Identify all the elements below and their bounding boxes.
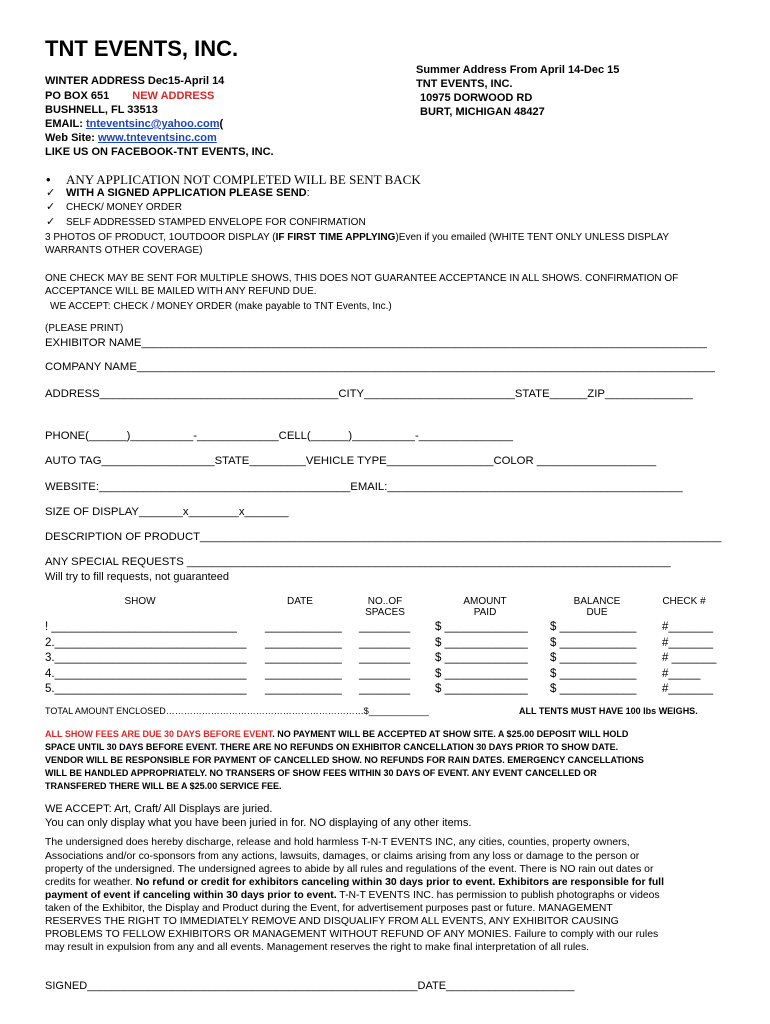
row-show-field[interactable]: 4.______________________________ <box>45 667 247 680</box>
instruction-check <box>46 200 182 213</box>
col-header-balance <box>562 596 632 618</box>
one-check-line-2: ACCEPTANCE WILL BE MAILED WITH ANY REFUND DUE. <box>45 286 317 297</box>
col-header-spaces <box>355 596 415 618</box>
row-amount-field[interactable]: $ _____________ <box>435 667 528 680</box>
fees-due-notice: ALL SHOW FEES ARE DUE 30 DAYS BEFORE EVENT <box>45 729 273 739</box>
col-header-check: CHECK # <box>662 596 706 607</box>
email-label: EMAIL: <box>45 118 86 130</box>
row-show-field[interactable]: ! _____________________________ <box>45 621 237 633</box>
winter-city: BUSHNELL, FL 33513 <box>45 104 158 116</box>
signature-line[interactable]: SIGNED______________________________________________________DATE_____________________ <box>45 980 575 992</box>
row-spaces-field[interactable]: ________ <box>359 636 411 649</box>
check-text: CHECK/ MONEY ORDER <box>66 202 182 213</box>
spaces-header-line-1: NO..OF <box>367 596 403 607</box>
row-date-field[interactable]: ____________ <box>265 667 342 680</box>
signed-text: WITH A SIGNED APPLICATION PLEASE SEND <box>66 187 307 199</box>
exhibitor-name-field[interactable]: EXHIBITOR NAME__________________________________________________________________________________________ <box>45 337 707 349</box>
winter-po-box <box>45 90 214 102</box>
signed-colon: : <box>306 187 310 199</box>
photos-text-1: 3 PHOTOS OF PRODUCT, 1OUTDOOR DISPLAY ( <box>45 232 276 243</box>
col-header-date: DATE <box>287 596 313 607</box>
po-box-text: PO BOX 651 <box>45 90 110 102</box>
row-show-field[interactable]: 3.______________________________ <box>45 652 247 664</box>
we-accept-payment: WE ACCEPT: CHECK / MONEY ORDER (make payable to TNT Events, Inc.) <box>50 301 392 312</box>
row-check-field[interactable]: #_______ <box>662 636 714 649</box>
release-line-2: Associations and/or co-sponsors from any actions, lawsuits, damages, or claims arising from any loss or damage to the person or <box>45 851 640 862</box>
special-requests-field[interactable]: ANY SPECIAL REQUESTS _____________________________________________________________________________ <box>45 556 671 568</box>
row-show-field[interactable]: 5.______________________________ <box>45 683 247 695</box>
photos-line-2: WARRANTS OTHER COVERAGE) <box>45 245 203 256</box>
website-line <box>45 132 217 144</box>
winter-address-label: WINTER ADDRESS Dec15-April 14 <box>45 75 225 87</box>
row-date-field[interactable]: ____________ <box>265 621 342 633</box>
row-balance-field[interactable]: $ ____________ <box>550 667 637 680</box>
website-link[interactable]: www.tnteventsinc.com <box>97 132 217 144</box>
release-4b: No refund or credit for exhibitors canceling within 30 days prior to event. Exhibitors are responsible for full <box>135 877 664 888</box>
check-icon: ✓ <box>46 216 56 228</box>
row-amount-field[interactable]: $ _____________ <box>435 621 528 633</box>
summer-address-label: Summer Address From April 14-Dec 15 <box>416 64 620 76</box>
col-header-show: SHOW <box>124 596 156 607</box>
row-amount-field[interactable]: $ _____________ <box>435 652 528 664</box>
balance-header-line-1: BALANCE <box>573 596 621 607</box>
incomplete-text: ANY APPLICATION NOT COMPLETED WILL BE SENT BACK <box>66 172 421 187</box>
policy-line-2: SPACE UNTIL 30 DAYS BEFORE EVENT. THERE ARE NO REFUNDS ON EXHIBITOR CANCELLATION 30 DAYS PRIOR TO SHOW DATE. <box>45 742 619 752</box>
release-line-4 <box>45 877 664 888</box>
row-date-field[interactable]: ____________ <box>265 636 342 649</box>
row-date-field[interactable]: ____________ <box>265 652 342 664</box>
row-amount-field[interactable]: $ _____________ <box>435 636 528 649</box>
description-field[interactable]: DESCRIPTION OF PRODUCT___________________________________________________________________________________ <box>45 531 722 543</box>
photos-bold: IF FIRST TIME APPLYING <box>275 232 396 243</box>
release-line-9: may result in expulsion from any and all events. Management reserves the right to make final interpretation of all rules. <box>45 942 590 953</box>
juried-line-1: WE ACCEPT: Art, Craft/ All Displays are juried. <box>45 803 273 815</box>
release-4a: credits for weather. <box>45 877 136 888</box>
summer-name: TNT EVENTS, INC. <box>416 78 513 90</box>
row-date-field[interactable]: ____________ <box>265 683 342 695</box>
release-line-5 <box>45 890 660 901</box>
phone-field[interactable]: PHONE(______)__________-_____________CELL(______)__________-_______________ <box>45 430 513 442</box>
photos-line-1 <box>45 232 669 243</box>
website-field[interactable]: WEBSITE:________________________________________EMAIL:_______________________________________________ <box>45 481 683 493</box>
email-line <box>45 118 223 130</box>
row-check-field[interactable]: #_______ <box>662 621 714 633</box>
release-line-3: property of the undersigned. The undersigned agrees to abide by all rules and regulations of the event. There is NO rain out dates or <box>45 864 654 875</box>
display-size-field[interactable]: SIZE OF DISPLAY_______x________x_______ <box>45 506 289 518</box>
envelope-text: SELF ADDRESSED STAMPED ENVELOPE FOR CONFIRMATION <box>66 217 366 228</box>
amount-header-line-1: AMOUNT <box>463 596 507 607</box>
row-balance-field[interactable]: $ ____________ <box>550 636 637 649</box>
email-suffix: ( <box>219 118 224 130</box>
summer-city: BURT, MICHIGAN 48427 <box>420 106 545 118</box>
row-spaces-field[interactable]: ________ <box>359 683 411 695</box>
row-check-field[interactable]: #_____ <box>662 667 701 680</box>
total-enclosed[interactable]: TOTAL AMOUNT ENCLOSED…………………………………………………………$____________ <box>45 706 429 716</box>
release-line-7: RESERVES THE RIGHT TO IMMEDIATELY REMOVE AND DISQUALIFY FROM ALL EVENTS, ANY EXHIBITOR CAUSING <box>45 916 619 927</box>
policy-line-3: VENDOR WILL BE RESPONSIBLE FOR PAYMENT OF CANCELLED SHOW. NO REFUNDS FOR RAIN DATES. EMERGENCY CANCELLATIONS <box>45 755 644 765</box>
photos-text-2: )Even if you emailed (WHITE TENT ONLY UNLESS DISPLAY <box>395 232 670 243</box>
row-show-field[interactable]: 2.______________________________ <box>45 636 247 649</box>
policy-line-5: TRANSFERED THERE WILL BE A $25.00 SERVICE FEE. <box>45 781 282 791</box>
check-icon: ✓ <box>46 187 56 199</box>
row-check-field[interactable]: #_______ <box>662 683 714 695</box>
row-spaces-field[interactable]: ________ <box>359 667 411 680</box>
page-title: TNT EVENTS, INC. <box>45 36 239 61</box>
web-label: Web Site: <box>45 132 98 144</box>
release-line-6: taken of the Exhibitor, the Display and Product during the Event, for advertisement purposes past or future. MANAGEMENT <box>45 903 613 914</box>
row-balance-field[interactable]: $ ____________ <box>550 652 637 664</box>
balance-header-line-2: DUE <box>586 607 608 618</box>
col-header-amount <box>450 596 520 618</box>
row-check-field[interactable]: # _______ <box>662 652 717 664</box>
row-spaces-field[interactable]: ________ <box>359 621 411 633</box>
bullet-icon: • <box>46 172 51 187</box>
facebook-line: LIKE US ON FACEBOOK-TNT EVENTS, INC. <box>45 146 274 158</box>
policy-line-1 <box>45 729 628 739</box>
email-link[interactable]: tnteventsinc@yahoo.com <box>85 118 220 130</box>
instruction-envelope <box>46 215 366 228</box>
instruction-signed <box>46 186 310 199</box>
check-icon: ✓ <box>46 201 56 213</box>
row-balance-field[interactable]: $ ____________ <box>550 621 637 633</box>
row-balance-field[interactable]: $ ____________ <box>550 683 637 695</box>
auto-tag-field[interactable]: AUTO TAG__________________STATE_________VEHICLE TYPE_________________COLOR ___________________ <box>45 455 657 467</box>
company-name-field[interactable]: COMPANY NAME____________________________________________________________________________________________ <box>45 361 715 373</box>
one-check-line-1: ONE CHECK MAY BE SENT FOR MULTIPLE SHOWS, THIS DOES NOT GUARANTEE ACCEPTANCE IN ALL SHOWS. CONFIRMATION OF <box>45 273 679 284</box>
tents-notice: ALL TENTS MUST HAVE 100 lbs WEIGHS. <box>519 706 698 716</box>
special-requests-note: Will try to fill requests, not guaranteed <box>45 571 230 583</box>
policy-line-4: WILL BE HANDLED APPROPRIATELY. NO TRANSERS OF SHOW FEES WITHIN 30 DAYS OF EVENT. ANY EVENT CANCELLED OR <box>45 768 597 778</box>
row-spaces-field[interactable]: ________ <box>359 652 411 664</box>
release-line-8: PROBLEMS TO FELLOW EXHIBITORS OR MANAGEMENT WITHOUT REFUND OF ANY MONIES. Failure to comply with our rules <box>45 929 659 940</box>
release-5b: T-N-T EVENTS INC. has permission to publish photographs or videos <box>336 890 660 901</box>
amount-header-line-2: PAID <box>473 607 497 618</box>
fees-rest: . NO PAYMENT WILL BE ACCEPTED AT SHOW SITE. A $25.00 DEPOSIT WILL HOLD <box>272 729 629 739</box>
please-print: (PLEASE PRINT) <box>45 323 124 334</box>
summer-street: 10975 DORWOOD RD <box>420 92 533 104</box>
release-5a: payment of event if canceling within 30 days prior to event. <box>45 890 337 901</box>
juried-line-2: You can only display what you have been juried in for. NO displaying of any other items. <box>45 817 472 829</box>
spaces-header-line-2: SPACES <box>365 607 405 618</box>
new-address-label: NEW ADDRESS <box>132 90 215 102</box>
address-field[interactable]: ADDRESS______________________________________CITY________________________STATE______ZIP______________ <box>45 388 693 400</box>
row-amount-field[interactable]: $ _____________ <box>435 683 528 695</box>
release-line-1: The undersigned does hereby discharge, release and hold harmless T-N-T EVENTS INC, any cities, counties, property owners, <box>45 837 630 848</box>
